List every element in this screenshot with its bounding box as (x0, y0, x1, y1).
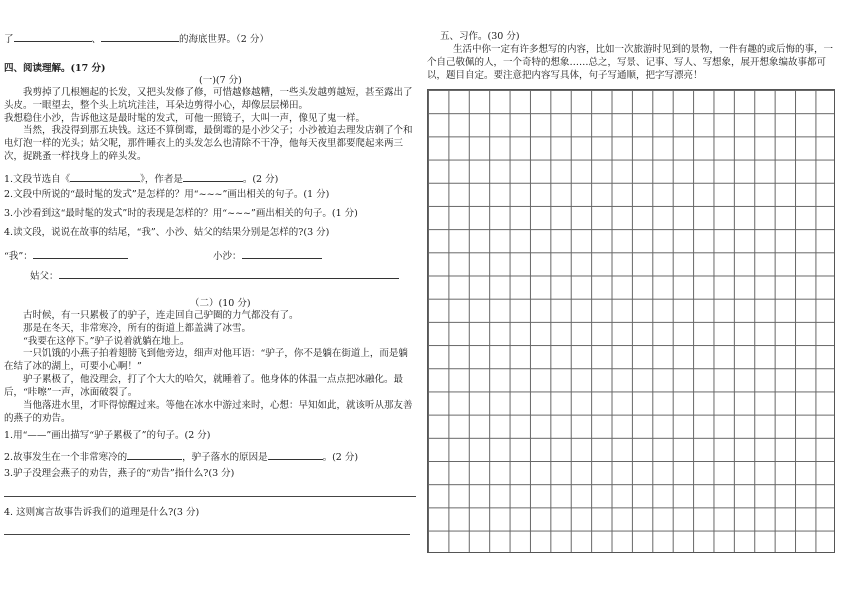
answer-blank[interactable] (59, 268, 399, 279)
answer-line[interactable] (4, 533, 410, 535)
passage2-paragraph: 一只饥饿的小燕子拍着翅膀飞到他旁边，细声对他耳语：“驴子，你不是躺在街道上，而是躺在结了冰的湖上，可要小心啊！” (4, 348, 408, 373)
p2-question-4: 4. 这则寓言故事告诉我们的道理是什么?(3 分) (4, 507, 200, 518)
passage1-body (4, 87, 416, 164)
top-prefix: 了 (4, 34, 14, 45)
answer-blank[interactable] (127, 449, 182, 460)
passage1-paragraph: 当然，我没得到那五块钱。这还不算倒霉，最倒霉的是小沙父子；小沙被迫去理发店剃了个和电灯泡一样的光头；姑父呢，那件睡衣上的头发怎么也清除不干净，他每天夜里都要爬起来两三次，捉跳蚤一样找身上的碎头发。 (4, 125, 413, 163)
p2-question-1: 1.用“——”画出描写“驴子累极了”的句子。(2 分) (4, 430, 211, 441)
answer-label-xiaosha: 小沙： (213, 251, 242, 262)
question-text: 2.故事发生在一个非常寒冷的 (4, 452, 128, 463)
passage2-paragraph: “我要在这停下。”驴子说着就躺在地上。 (23, 335, 190, 347)
answer-blank[interactable] (183, 171, 243, 182)
answer-blank[interactable] (14, 31, 92, 42)
question-text: 1.文段节选自《 (4, 174, 71, 185)
writing-grid[interactable] (427, 89, 835, 553)
answer-gufu-row (30, 268, 399, 284)
passage2-paragraph: 那是在冬天，非常寒冷，所有的街道上都盖满了冰雪。 (23, 322, 252, 334)
answer-blank[interactable] (33, 248, 128, 259)
top-sep: 、 (91, 34, 102, 45)
p1-question-1 (4, 171, 278, 187)
p2-question-3: 3.驴子没理会燕子的劝告，燕子的“劝告”指什么?(3 分) (4, 468, 235, 479)
passage2-paragraph: 古时候，有一只累极了的驴子，连走回自己驴圈的力气都没有了。 (23, 310, 299, 321)
passage1-title: (一)(7 分) (199, 75, 242, 86)
question-text: 》，作者是 (140, 174, 183, 185)
top-fill-line (4, 31, 269, 47)
answer-blank[interactable] (242, 248, 322, 259)
passage1-paragraph: 我剪掉了几根翘起的长发，又把头发修了修，可惜越修越糟，一些头发越剪越短，甚至露出了头皮。一眼望去，整个头上坑坑洼洼，耳朵边剪得小心，却像层层梯田。 (4, 87, 413, 111)
answer-line[interactable] (4, 495, 416, 497)
answer-xiaosha-row (213, 248, 322, 264)
section5-title: 五、习作。(30 分) (440, 31, 520, 42)
answer-blank[interactable] (268, 449, 323, 460)
p1-question-4: 4.读文段，说说在故事的结尾，“我”、小沙、姑父的结果分别是怎样的?(3 分) (4, 227, 330, 238)
p1-question-2: 2.文段中所说的“最时髦的发式”是怎样的？用“~~~”画出相关的句子。(1 分) (4, 189, 330, 200)
top-suffix: 的海底世界。（2 分） (179, 34, 269, 45)
answer-blank[interactable] (101, 31, 179, 42)
answer-blank[interactable] (70, 171, 140, 182)
section4-title: 四、阅读理解。(17 分) (4, 63, 106, 74)
passage2-paragraph: 驴子累极了，他没理会，打了个大大的哈欠，就睡着了。他身体的体温一点点把冰融化。最后，“咔嚓”一声，冰面破裂了。 (4, 374, 404, 398)
answer-label-me: “我”： (4, 251, 33, 262)
passage2-paragraph: 当他落进水里，才吓得惊醒过来。等他在冰水中游过来时，心想：早知如此，就该听从那友善的燕子的劝告。 (4, 399, 413, 424)
answer-me-row (4, 248, 128, 264)
question-text: ，驴子落水的原因是 (182, 452, 268, 463)
passage1-paragraph: 我想稳住小沙，告诉他这是最时髦的发式，可他一照镜子，大叫一声，像见了鬼一样。 (4, 112, 366, 124)
section5-prompt: 生活中你一定有许多想写的内容，比如一次旅游时见到的景物，一件有趣的或后悔的事，一个自己敬佩的人，一个奇特的想象……总之，写景、记事、写人、写想象，展开想象编故事都可以，题目自定。要注意把内容写具体，句子写通顺，把字写漂亮！ (427, 44, 834, 81)
question-text: 。(2 分) (322, 452, 359, 463)
question-text: 。(2 分) (242, 174, 279, 185)
passage2-body (4, 310, 416, 425)
p1-question-3: 3.小沙看到这“最时髦的发式”时的表现是怎样的？用“~~~”画出相关的句子。(1 分) (4, 208, 358, 219)
p2-question-2 (4, 449, 358, 465)
passage2-title: （二）(10 分) (190, 298, 251, 309)
answer-label-gufu: 姑父： (30, 271, 59, 282)
